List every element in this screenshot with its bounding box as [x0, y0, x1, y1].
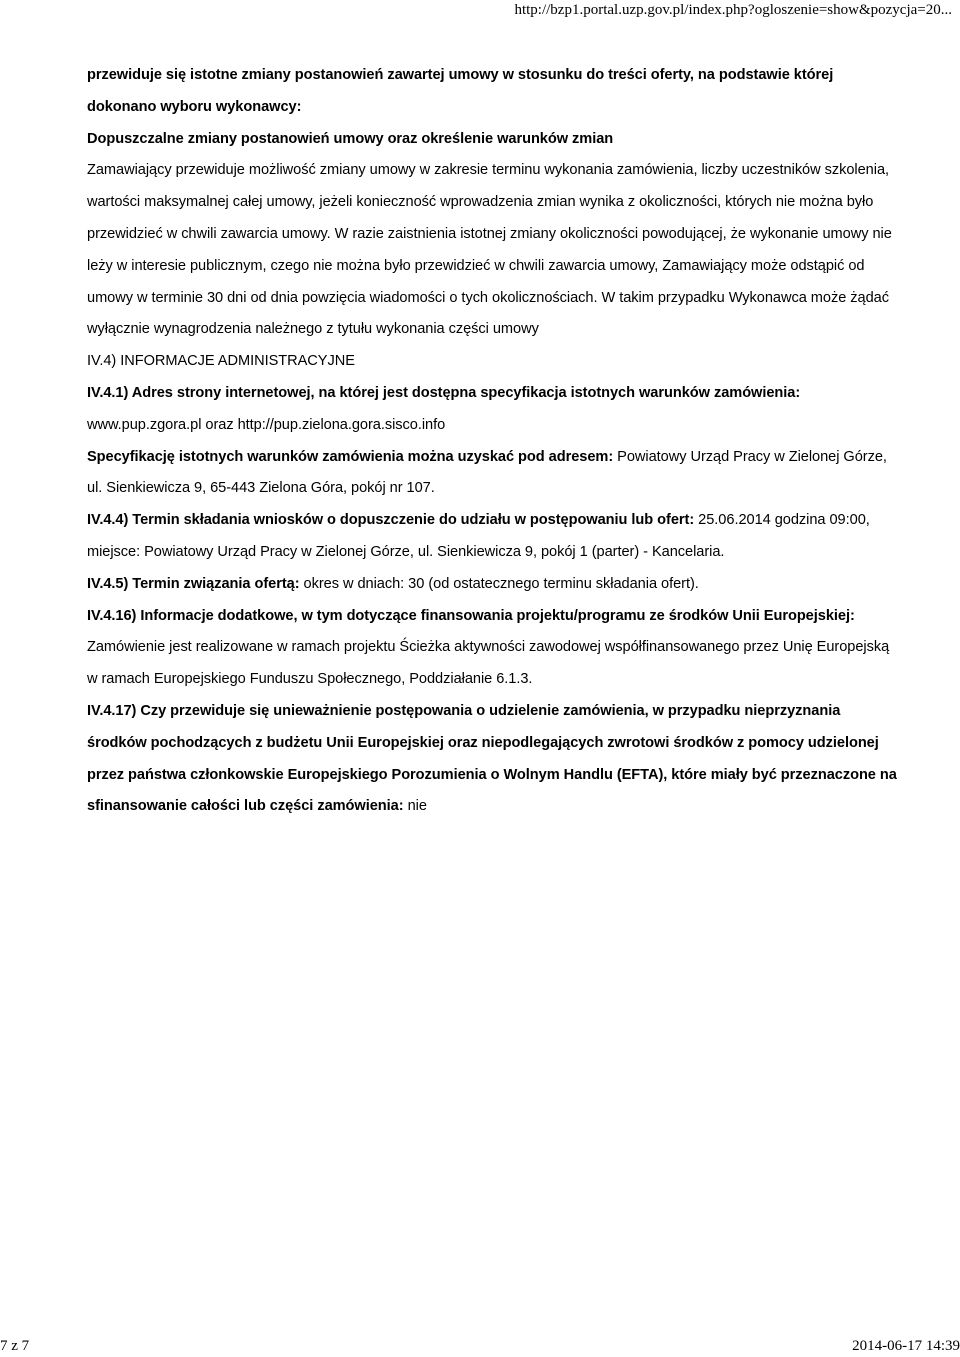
changes-intro: przewiduje się istotne zmiany postanowień zawartej umowy w stosunku do treści oferty, na podstawie której dokonano wyboru wykonawcy: [87, 67, 834, 115]
document-body [87, 60, 899, 823]
siwz-address [87, 442, 899, 506]
section-iv-4-1-label: IV.4.1) Adres strony internetowej, na której jest dostępna specyfikacja istotnych warunków zamówienia: [87, 384, 801, 401]
section-iv-4-17-label: IV.4.17) Czy przewiduje się unieważnienie postępowania o udzielenie zamówienia, w przypadku nieprzyznania środków pochodzących z budżetu Unii Europejskiej oraz niepodlegających zwrotowi środków z pomocy udzielonej przez państwa członkowskie Europejskiego Porozumienia o Wolnym Handlu (EFTA), które miały być przeznaczone na sfinansowanie całości lub części zamówienia: [87, 702, 897, 815]
changes-heading: Dopuszczalne zmiany postanowień umowy oraz określenie warunków zmian [87, 130, 614, 147]
section-iv-4-5-value: okres w dniach: 30 (od ostatecznego terminu składania ofert). [303, 575, 699, 592]
section-iv-4-1 [87, 378, 899, 442]
section-iv-4-16-value: Zamówienie jest realizowane w ramach projektu Ścieżka aktywności zawodowej współfinansowanego przez Unię Europejską w ramach Europejskiego Funduszu Społecznego, Poddziałanie 6.1.3. [87, 639, 890, 688]
section-iv-4-4-value: 25.06.2014 godzina 09:00, miejsce: Powiatowy Urząd Pracy w Zielonej Górze, ul. Sienkiewicza 9, pokój 1 (parter) - Kancelaria. [87, 512, 870, 560]
page-number: 7 z 7 [0, 1338, 30, 1354]
siwz-address-label: Specyfikację istotnych warunków zamówienia można uzyskać pod adresem: [87, 448, 614, 465]
section-iv-4-17 [87, 696, 899, 823]
section-iv-4-5 [87, 569, 899, 601]
section-iv-4-1-value: www.pup.zgora.pl oraz http://pup.zielona.gora.sisco.info [87, 416, 446, 433]
page-url-header: http://bzp1.portal.uzp.gov.pl/index.php?ogloszenie=show&pozycja=20... [514, 2, 952, 18]
section-iv-4-4 [87, 505, 899, 569]
section-iv-4-5-label: IV.4.5) Termin związania ofertą: [87, 575, 300, 592]
section-iv-4-16-label: IV.4.16) Informacje dodatkowe, w tym dotyczące finansowania projektu/programu ze środków Unii Europejskiej: [87, 607, 855, 624]
section-iv-4-4-label: IV.4.4) Termin składania wniosków o dopuszczenie do udziału w postępowaniu lub ofert: [87, 512, 695, 529]
section-iv-4-17-value: nie [407, 798, 427, 815]
siwz-address-value: Powiatowy Urząd Pracy w Zielonej Górze, ul. Sienkiewicza 9, 65-443 Zielona Góra, pokój nr 107. [87, 448, 887, 497]
changes-description: Zamawiający przewiduje możliwość zmiany umowy w zakresie terminu wykonania zamówienia, liczby uczestników szkolenia, wartości maksymalnej całej umowy, jeżeli konieczność wprowadzenia zmian wynika z okoliczności, których nie można było przewidzieć w chwili zawarcia umowy. W razie zaistnienia istotnej zmiany okoliczności powodującej, że wykonanie umowy nie leży w interesie publicznym, czego nie można było przewidzieć w chwili zawarcia umowy, Zamawiający może odstąpić od umowy w terminie 30 dni od dnia powzięcia wiadomości o tych okolicznościach. W takim przypadku Wykonawca może żądać wyłącznie wynagrodzenia należnego z tytułu wykonania części umowy [87, 162, 892, 338]
section-iv-4-16 [87, 601, 899, 696]
print-datetime: 2014-06-17 14:39 [852, 1338, 960, 1354]
section-title-admin-info: IV.4) INFORMACJE ADMINISTRACYJNE [87, 353, 355, 370]
